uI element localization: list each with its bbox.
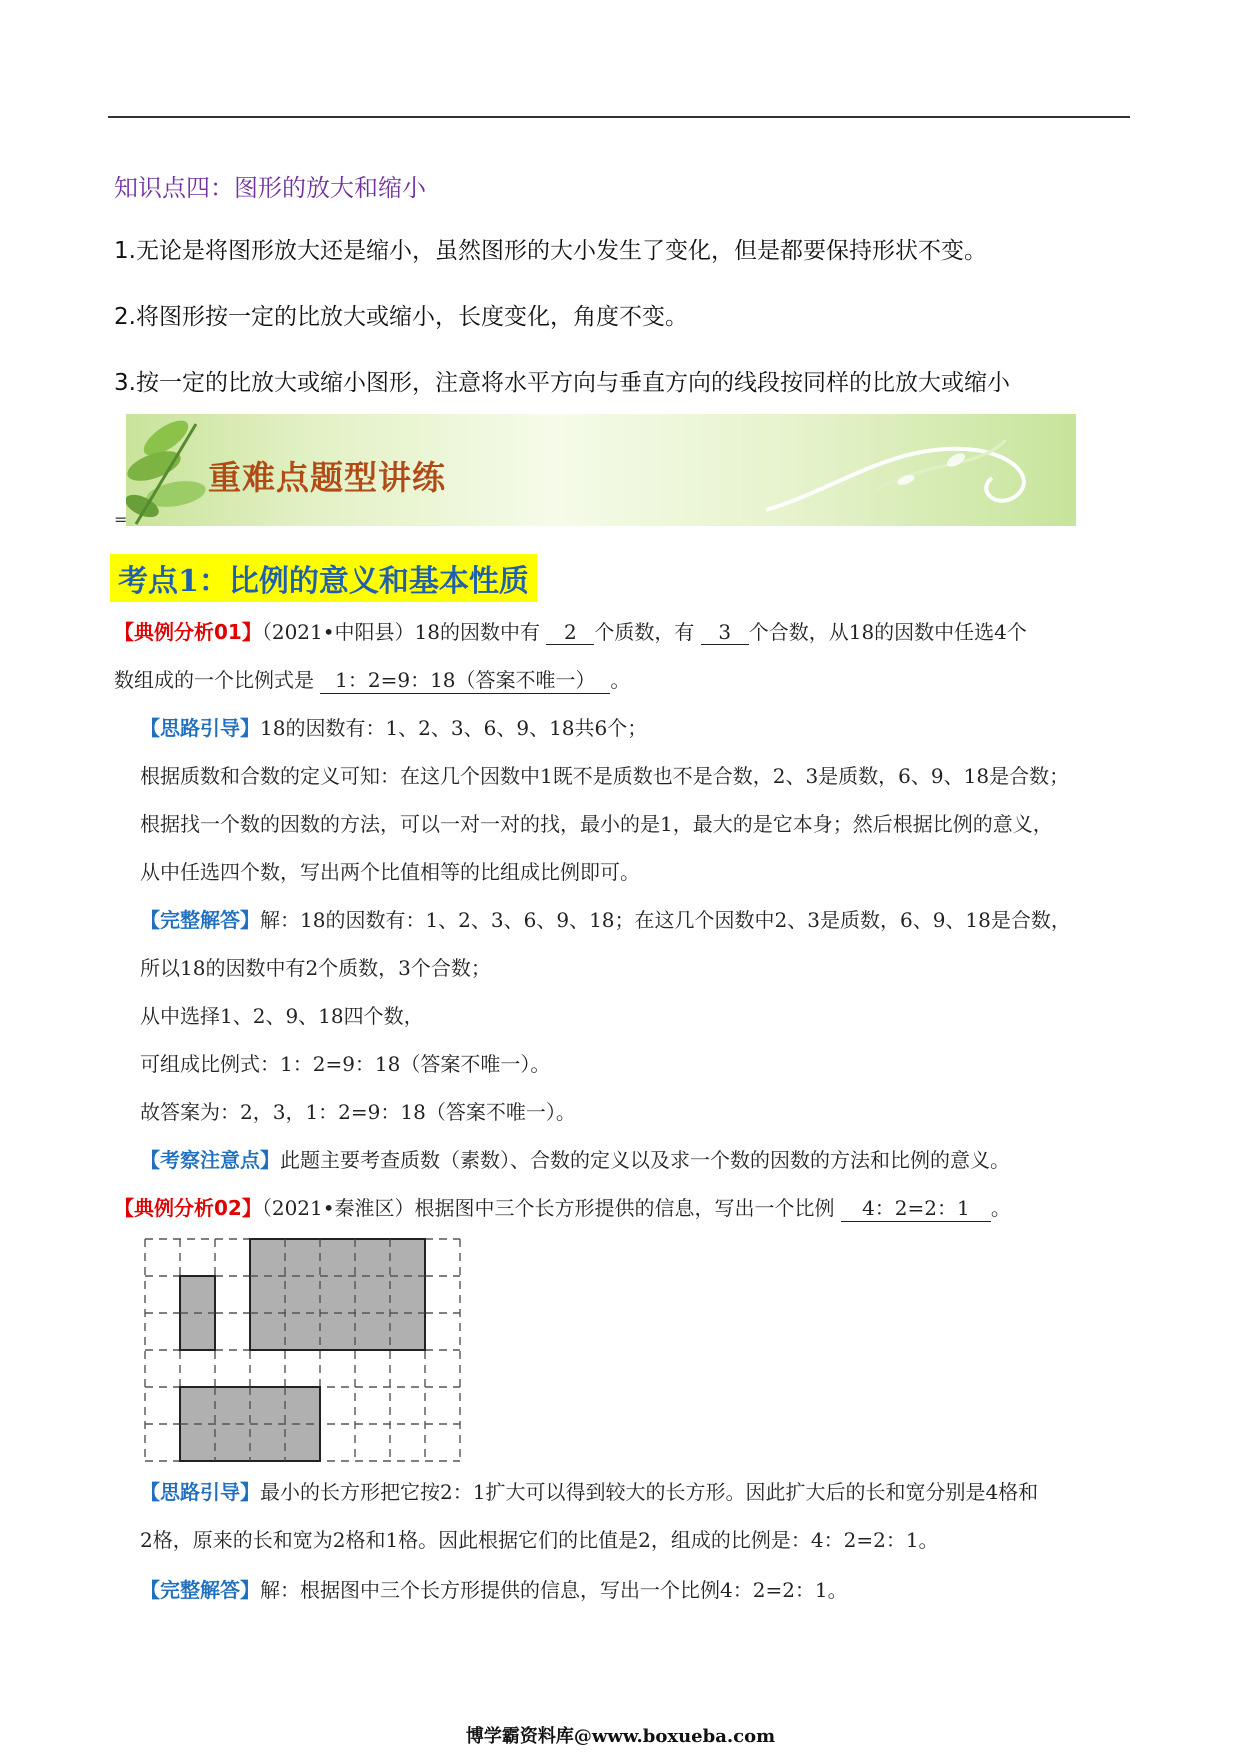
knowledge-point-1: 1.无论是将图形放大还是缩小，虽然图形的大小发生了变化，但是都要保持形状不变。 xyxy=(114,238,987,264)
ex1-solution-tag: 【完整解答】 xyxy=(140,908,260,932)
ex1-q-part3: 个合数，从18的因数中任选4个 xyxy=(748,620,1027,644)
ex2-blank-1: 4：2=2：1 xyxy=(841,1192,991,1222)
ex2-hint-tag: 【思路引导】 xyxy=(140,1480,260,1504)
ex1-q-line2-post: 。 xyxy=(610,668,631,692)
ex1-sol-1: 解：18的因数有：1、2、3、6、9、18；在这几个因数中2、3是质数，6、9、18是合数， xyxy=(260,908,1071,932)
ex2-hint-1: 最小的长方形把它按2：1扩大可以得到较大的长方形。因此扩大后的长和宽分别是4格和 xyxy=(260,1480,1039,1504)
section-title: 考点1：比例的意义和基本性质 xyxy=(110,554,537,602)
knowledge-title: 知识点四：图形的放大和缩小 xyxy=(114,174,426,202)
ex1-solution-line1 xyxy=(140,904,1071,933)
ex1-note-line xyxy=(140,1144,1010,1173)
ex1-blank-3: 1：2=9：18（答案不唯一） xyxy=(320,664,610,694)
knowledge-point-3: 3.按一定的比放大或缩小图形，注意将水平方向与垂直方向的线段按同样的比放大或缩小 xyxy=(114,370,1010,396)
ex2-q-part1: （2021•秦淮区）根据图中三个长方形提供的信息，写出一个比例 xyxy=(261,1196,835,1220)
ex1-q-line2-pre: 数组成的一个比例式是 xyxy=(114,668,314,692)
rectangles-grid-figure xyxy=(144,1238,470,1464)
ex2-tag: 【典例分析02】 xyxy=(114,1196,262,1220)
ex1-blank-2: 3 xyxy=(701,620,749,645)
ex1-q-part1: （2021•中阳县）18的因数中有 xyxy=(261,620,540,644)
ex2-question-line xyxy=(114,1192,1011,1222)
ex2-solution-tag: 【完整解答】 xyxy=(140,1578,260,1602)
ex1-sol-2: 所以18的因数中有2个质数，3个合数； xyxy=(140,956,491,980)
section-banner xyxy=(126,414,1076,526)
ex1-blank-1: 2 xyxy=(546,620,594,645)
ex1-sol-4: 可组成比例式：1：2=9：18（答案不唯一）。 xyxy=(140,1052,551,1076)
ex1-hint-4: 从中任选四个数，写出两个比值相等的比组成比例即可。 xyxy=(140,860,640,884)
ex1-note: 此题主要考查质数（素数）、合数的定义以及求一个数的因数的方法和比例的意义。 xyxy=(280,1148,1010,1172)
ex1-question-line1 xyxy=(114,616,1027,645)
ex2-hint-line1 xyxy=(140,1476,1038,1505)
ex1-q-part2: 个质数，有 xyxy=(594,620,695,644)
ex1-sol-5: 故答案为：2，3，1：2=9：18（答案不唯一）。 xyxy=(140,1100,576,1124)
ex2-solution-line xyxy=(140,1574,848,1603)
ex1-hint-line1 xyxy=(140,712,647,741)
ex1-note-tag: 【考察注意点】 xyxy=(140,1148,280,1172)
ex1-sol-3: 从中选择1、2、9、18四个数， xyxy=(140,1004,424,1028)
header-rule xyxy=(108,116,1130,118)
ex1-hint-3: 根据找一个数的因数的方法，可以一对一对的找，最小的是1，最大的是它本身；然后根据比例的意义， xyxy=(140,812,1053,836)
banner-title: 重难点题型讲练 xyxy=(208,458,446,497)
ex2-hint-2: 2格，原来的长和宽为2格和1格。因此根据它们的比值是2，组成的比例是：4：2=2：1。 xyxy=(140,1528,939,1552)
ex2-q-post: 。 xyxy=(990,1196,1011,1220)
ex1-hint-tag: 【思路引导】 xyxy=(140,716,260,740)
ex1-tag: 【典例分析01】 xyxy=(114,620,262,644)
large-rectangle xyxy=(250,1239,425,1350)
stray-mark: = xyxy=(114,510,128,529)
footer-watermark: 博学霸资料库@www.boxueba.com xyxy=(465,1726,776,1747)
knowledge-point-2: 2.将图形按一定的比放大或缩小，长度变化，角度不变。 xyxy=(114,304,688,330)
ex1-hint-1: 18的因数有：1、2、3、6、9、18共6个； xyxy=(260,716,648,740)
ex1-hint-2: 根据质数和合数的定义可知：在这几个因数中1既不是质数也不是合数，2、3是质数，6、9、18是合数； xyxy=(140,764,1070,788)
ex1-question-line2 xyxy=(114,664,630,694)
swirl-decoration xyxy=(756,420,1056,520)
ex2-sol-1: 解：根据图中三个长方形提供的信息，写出一个比例4：2=2：1。 xyxy=(260,1578,848,1602)
